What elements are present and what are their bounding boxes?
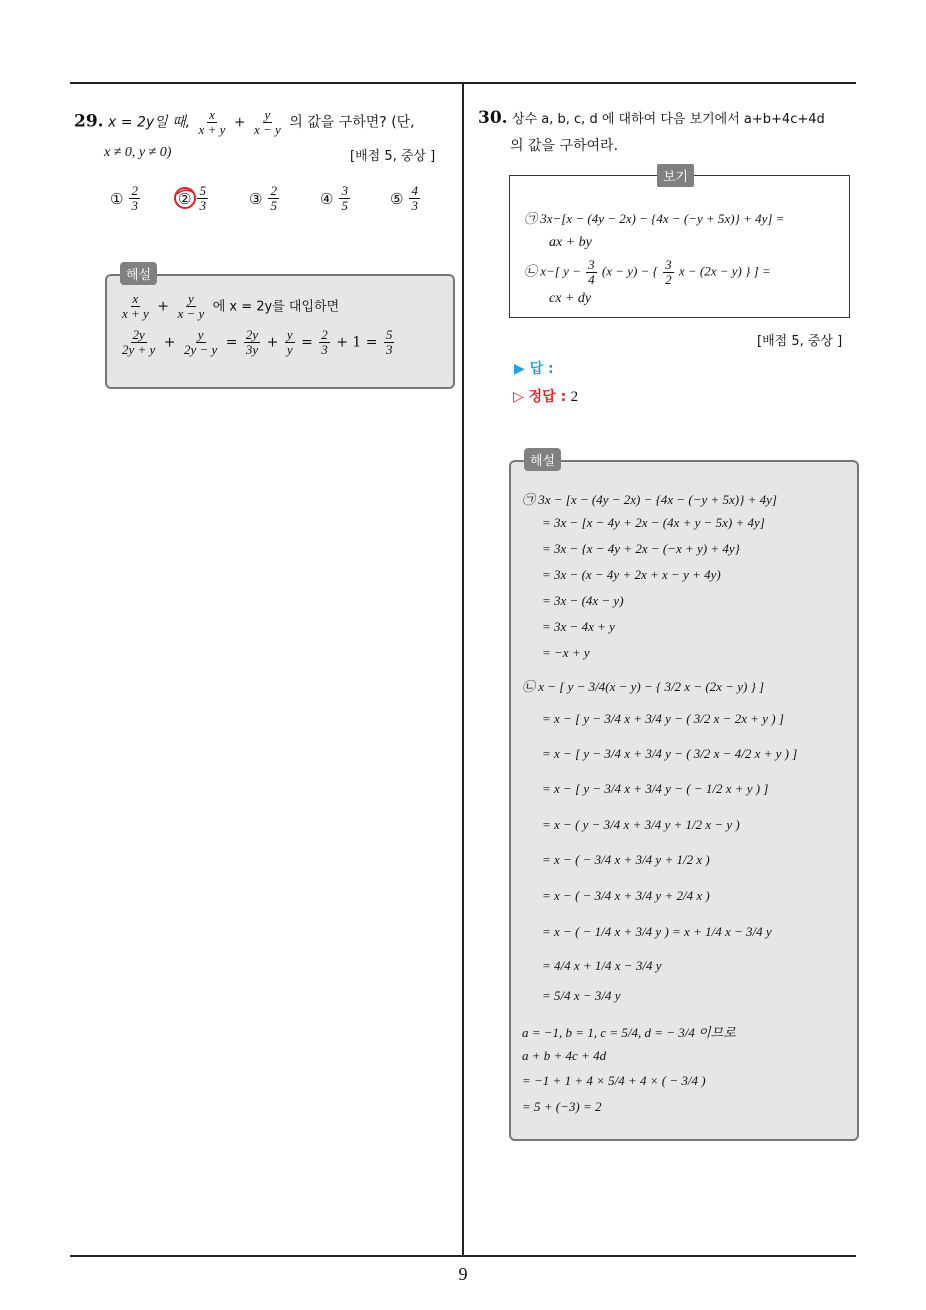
q30-stem-line1: 30. 상수 a, b, c, d 에 대하여 다음 보기에서 a+b+4c+4d: [478, 108, 825, 128]
bottom-rule: [70, 1255, 856, 1257]
q29-choice-5[interactable]: ⑤ $\frac{4}{3}$: [390, 183, 418, 213]
q30-sol-line-11: = x − [ y − 3/4 x + 3/4 y − ( − 1/2 x + y ) ]: [542, 781, 769, 796]
q30-sol-line-17: = 5/4 x − 3/4 y: [542, 988, 621, 1003]
q29-stem-part1: x = 2y일 때,: [108, 114, 191, 131]
q29-stem-part2: 의 값을 구하면? (단,: [289, 114, 415, 131]
q30-sol-line-20: = −1 + 1 + 4 × 5/4 + 4 × ( − 3/4 ): [522, 1073, 706, 1088]
q29-number: 29.: [74, 111, 104, 132]
q30-sol-line-9: = x − [ y − 3/4 x + 3/4 y − ( 3/2 x − 2x + y ) ]: [542, 711, 784, 726]
q29-choice-2[interactable]: ② $\frac{5}{3}$: [178, 184, 210, 213]
q30-sol-line-21: = 5 + (−3) = 2: [522, 1099, 602, 1114]
q30-sol-line-4: = 3x − (x − 4y + 2x + x − y + 4y): [542, 567, 721, 582]
q29-condition: x ≠ 0, y ≠ 0): [104, 145, 172, 160]
q30-stem-line2: 의 값을 구하여라.: [510, 138, 619, 154]
q30-sol-line-19: a + b + 4c + 4d: [522, 1048, 607, 1063]
q30-bogi-line2: ax + by: [549, 235, 592, 250]
q29-solution-line2: $\frac{2y}{2y + y}$ + $\frac{y}{2y - y}$ = $\frac{2y}{3y}$ + $\frac{y}{y}$ = $\frac{2}{3}$ + 1 = $\frac{5}{3}$: [122, 327, 393, 357]
q30-sol-line-8: ㉡ x − [ y − 3/4(x − y) − { 3/2 x − (2x − y) } ]: [522, 679, 765, 694]
q30-sol-line-2: = 3x − [x − 4y + 2x − (4x + y − 5x) + 4y]: [542, 515, 765, 530]
q30-answer-label: ▶ 답 :: [514, 361, 554, 377]
q30-correct-value: 2: [570, 389, 579, 405]
selected-circle-icon: [172, 185, 198, 211]
q30-bogi-line4: cx + dy: [549, 291, 592, 306]
q30-sol-line-13: = x − ( − 3/4 x + 3/4 y + 1/2 x ): [542, 852, 710, 867]
q30-correct-row: [513, 386, 578, 406]
q30-sol-line-1: ㉠ 3x − [x − (4y − 2x) − {4x − (−y + 5x)} + 4y]: [522, 492, 777, 507]
q29-solution-tag: 해설: [120, 262, 157, 285]
q30-correct-label: ▷ 정답 :: [513, 389, 567, 405]
q30-sol-line-15: = x − ( − 1/4 x + 3/4 y ) = x + 1/4 x − 3/4 y: [542, 924, 772, 939]
q30-meta: [배점 5, 중상 ]: [757, 334, 843, 349]
q30-sol-line-12: = x − ( y − 3/4 x + 3/4 y + 1/2 x − y ): [542, 817, 740, 832]
q29-choice-3[interactable]: ③ $\frac{2}{5}$: [249, 183, 277, 213]
q29-meta: [배점 5, 중상 ]: [350, 149, 436, 164]
q29-frac1: $\frac{x}{x + y}$: [198, 107, 226, 137]
q29-choice-2-mark: ②: [178, 190, 191, 208]
q30-sol-line-14: = x − ( − 3/4 x + 3/4 y + 2/4 x ): [542, 888, 710, 903]
q29-stem: [74, 108, 459, 137]
q30-sol-line-18: a = −1, b = 1, c = 5/4, d = − 3/4 이므로: [522, 1025, 736, 1040]
q30-sol-line-6: = 3x − 4x + y: [542, 619, 615, 634]
q30-sol-line-5: = 3x − (4x − y): [542, 593, 624, 608]
q30-sol-line-16: = 4/4 x + 1/4 x − 3/4 y: [542, 958, 662, 973]
q30-bogi-tag: 보기: [657, 164, 694, 187]
q30-bogi-line1: ㉠ 3x−[x − (4y − 2x) − {4x − (−y + 5x)} + 4y] =: [524, 211, 785, 226]
q29-plus: +: [233, 114, 246, 131]
page-number: 9: [458, 1264, 468, 1284]
q29-choice-4[interactable]: ④ $\frac{3}{5}$: [320, 183, 348, 213]
q29-frac2: $\frac{y}{x - y}$: [254, 107, 281, 137]
q30-number: 30.: [478, 108, 508, 128]
q30-sol-line-10: = x − [ y − 3/4 x + 3/4 y − ( 3/2 x − 4/2 x + y ) ]: [542, 746, 798, 761]
q30-bogi-line3: ㉡ x−[ y − $\frac{3}{4}$ (x − y) − { $\frac{3}{2}$ x − (2x − y) } ] =: [524, 257, 771, 287]
q30-solution-tag: 해설: [524, 448, 561, 471]
q29-solution-line1: $\frac{x}{x + y}$ + $\frac{y}{x - y}$ 에 x = 2y를 대입하면: [122, 291, 340, 321]
column-divider: [462, 84, 464, 1256]
q30-sol-line-3: = 3x − {x − 4y + 2x − (−x + y) + 4y}: [542, 541, 740, 556]
q30-sol-line-7: = −x + y: [542, 645, 590, 660]
q29-choice-1[interactable]: ① $\frac{2}{3}$: [110, 183, 138, 213]
